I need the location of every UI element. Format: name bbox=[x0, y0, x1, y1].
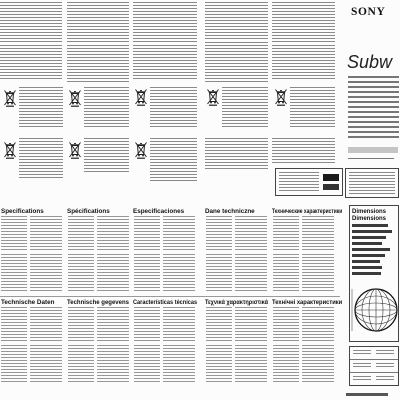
spec-value-lines bbox=[30, 307, 62, 341]
dimensions-table bbox=[349, 346, 399, 386]
spec-heading-uk: Технічні характеристики bbox=[272, 299, 343, 306]
dimensions-label: Dimensions bbox=[352, 209, 387, 215]
spec-label-lines bbox=[273, 216, 299, 250]
spec-heading-en: Specifications bbox=[1, 208, 44, 215]
table-row-divider bbox=[350, 372, 398, 373]
spec-value-lines bbox=[163, 254, 195, 292]
info-box bbox=[345, 168, 399, 198]
spec-label-lines bbox=[134, 307, 160, 341]
weee-bin-icon bbox=[3, 89, 17, 107]
spec-label-lines bbox=[206, 216, 232, 250]
spec-value-lines bbox=[235, 345, 267, 383]
text-paragraph bbox=[290, 87, 335, 127]
spec-value-lines bbox=[163, 216, 195, 250]
spec-label-lines bbox=[68, 307, 94, 341]
spec-heading-fr: Spécifications bbox=[67, 208, 110, 215]
spec-value-lines bbox=[30, 254, 62, 292]
text-paragraph bbox=[272, 45, 335, 81]
spec-value-lines bbox=[235, 307, 267, 341]
spec-label-lines bbox=[206, 345, 232, 383]
table-row-divider bbox=[350, 359, 398, 360]
table-cell-text bbox=[353, 363, 371, 369]
table-cell-text bbox=[376, 350, 394, 356]
info-box-text bbox=[349, 172, 395, 194]
dimensions-label-line bbox=[352, 224, 388, 227]
spec-value-lines bbox=[97, 254, 129, 292]
notice-box bbox=[275, 168, 343, 196]
spec-heading-pt: Características técnicas bbox=[133, 299, 198, 306]
spec-label-lines bbox=[1, 254, 27, 292]
spec-value-lines bbox=[302, 216, 334, 250]
text-paragraph bbox=[205, 2, 268, 39]
spec-value-lines bbox=[302, 345, 334, 383]
spec-label-lines bbox=[68, 216, 94, 250]
spec-label-lines bbox=[68, 254, 94, 292]
table-cell-text bbox=[376, 363, 394, 369]
text-paragraph bbox=[84, 138, 129, 174]
certification-logo bbox=[323, 174, 339, 181]
text-paragraph bbox=[150, 138, 197, 182]
spec-label-lines bbox=[68, 345, 94, 383]
spec-heading-nl: Technische gegevens bbox=[67, 299, 129, 306]
weee-bin-icon bbox=[134, 141, 148, 159]
dimensions-label: Dimensions bbox=[352, 216, 387, 222]
spec-value-lines bbox=[30, 345, 62, 383]
spec-label-lines bbox=[1, 216, 27, 250]
spec-heading-pl: Dane techniczne bbox=[205, 208, 255, 215]
weee-bin-icon bbox=[68, 141, 82, 159]
spec-value-lines bbox=[97, 345, 129, 383]
spec-value-lines bbox=[302, 307, 334, 341]
spec-label-lines bbox=[273, 254, 299, 292]
text-paragraph bbox=[205, 138, 268, 170]
spec-label-lines bbox=[206, 307, 232, 341]
text-paragraph bbox=[272, 2, 335, 42]
text-paragraph bbox=[205, 42, 268, 82]
text-paragraph bbox=[0, 2, 62, 42]
text-paragraph bbox=[84, 87, 129, 129]
model-subline bbox=[348, 158, 394, 159]
text-paragraph bbox=[19, 87, 63, 129]
spec-value-lines bbox=[163, 307, 195, 341]
spec-label-lines bbox=[134, 254, 160, 292]
table-cell-text bbox=[376, 376, 394, 382]
table-cell-text bbox=[353, 350, 371, 356]
spec-heading-de: Technische Daten bbox=[1, 299, 55, 306]
document-title: Subw bbox=[347, 52, 393, 72]
text-paragraph bbox=[67, 2, 129, 42]
text-paragraph bbox=[0, 45, 62, 81]
spec-value-lines bbox=[235, 254, 267, 292]
text-paragraph bbox=[150, 87, 197, 129]
dimensions-label-line bbox=[352, 236, 386, 239]
notice-box-text bbox=[279, 172, 319, 192]
weee-bin-icon bbox=[3, 141, 17, 159]
brand-logo: SONY bbox=[351, 6, 386, 18]
spec-label-lines bbox=[1, 307, 27, 341]
subwoofer-diagram bbox=[351, 280, 399, 340]
spec-label-lines bbox=[206, 254, 232, 292]
model-number bbox=[348, 147, 398, 153]
spec-label-lines bbox=[134, 345, 160, 383]
text-paragraph bbox=[272, 138, 335, 164]
weee-bin-icon bbox=[206, 88, 220, 106]
text-paragraph bbox=[133, 45, 197, 81]
dimensions-label-line bbox=[352, 272, 381, 275]
spec-label-lines bbox=[134, 216, 160, 250]
dimensions-label-line bbox=[352, 248, 390, 251]
installation-language-list bbox=[348, 76, 399, 138]
spec-value-lines bbox=[235, 216, 267, 250]
dimensions-label-line bbox=[352, 254, 385, 257]
spec-value-lines bbox=[302, 254, 334, 292]
spec-value-lines bbox=[97, 307, 129, 341]
table-cell-text bbox=[353, 376, 371, 382]
dimensions-label-line bbox=[352, 266, 382, 269]
footer-text bbox=[346, 393, 388, 396]
section-divider bbox=[0, 296, 340, 297]
spec-value-lines bbox=[97, 216, 129, 250]
weee-bin-icon bbox=[134, 88, 148, 106]
text-paragraph bbox=[19, 138, 63, 178]
spec-value-lines bbox=[163, 345, 195, 383]
text-paragraph bbox=[222, 87, 268, 127]
weee-bin-icon bbox=[274, 88, 288, 106]
spec-value-lines bbox=[30, 216, 62, 250]
dimensions-label-line bbox=[352, 260, 380, 263]
spec-heading-es: Especificaciones bbox=[133, 208, 185, 215]
spec-heading-el: Τεχνικά χαρακτηριστικά bbox=[205, 299, 269, 306]
weee-bin-icon bbox=[68, 89, 82, 107]
spec-label-lines bbox=[273, 345, 299, 383]
spec-label-lines bbox=[273, 307, 299, 341]
dimensions-label-line bbox=[352, 230, 392, 233]
spec-label-lines bbox=[1, 345, 27, 383]
certification-logo bbox=[323, 184, 339, 190]
text-paragraph bbox=[67, 45, 129, 82]
dimensions-label-line bbox=[352, 242, 382, 245]
spec-heading-ru: Технические характеристики bbox=[272, 208, 343, 215]
text-paragraph bbox=[133, 2, 197, 42]
